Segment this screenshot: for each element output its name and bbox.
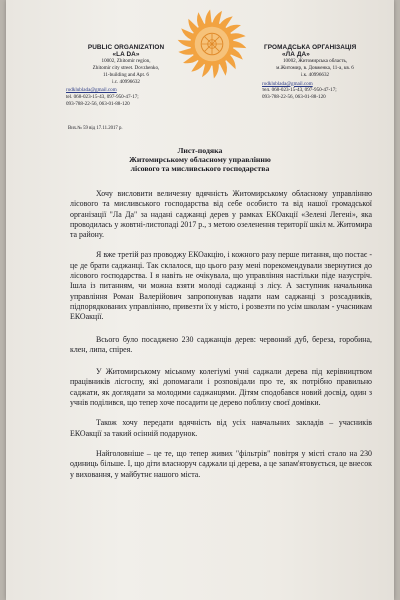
phone-line: 093-788-22-56, 063-01-88-120 — [66, 100, 130, 107]
address-line: 10002, Житомирська область, — [282, 58, 348, 65]
paragraph: У Житомирському міському колегіумі учні саджали дерева під керівництвом працівників лісгоспу, які допомагали і розповідали про те, як потрібно правильно саджати, як доглядати за молодими саджанцями. Дітям сподобався новий досвід, один з учнів поділився, що тепер хоче посадити це дерево поблизу своєї домівки. — [70, 367, 372, 408]
header-left — [66, 44, 186, 107]
paragraph: Найголовніше – це те, що тепер живих "фільтрів" повітря у місті стало на 230 одиниць більше. І, що діти власноруч саджали ці дерева, а це запам'ятовується, це внесок у виховання, у майбутнє нашого міста. — [70, 448, 372, 479]
letter-title — [6, 146, 394, 174]
sun-ray — [232, 41, 246, 48]
paragraph: Всього було посаджено 230 саджанців дерев: червоний дуб, береза, горобина, клен, липа, спірея. — [70, 334, 372, 354]
paragraph: Я вже третій раз проводжу ЕКОакцію, і кожного разу перше питання, що постає - це де брати саджанці. Так склалося, що цього разу мені порекомендували звернутися до лісового господарства. І я навіть не очікувала, що управління настільки піде назустріч. Ішла із питанням, чи можна взяти молоді саджанці з лісу. А заступник начальника управління Роман Валерійович запропонував надати нам саджанці з розсадників, підпорядкованих управлінню, привезти їх у місто, і розвезти по усім школам - учасникам ЕКОакції. — [70, 250, 372, 322]
ic-number: i.c. 40996632 — [112, 78, 140, 85]
phone-line: 093-788-22-56, 063-01-88-120 — [262, 93, 326, 100]
address-line: м.Житомир, в. Довженка, 11-а, кв. 6 — [276, 65, 354, 72]
org-name-line: PUBLIC ORGANIZATION — [87, 44, 165, 51]
title-line: лісового та мисливського господарства — [130, 164, 270, 174]
org-name-line: «ЛА ДА» — [282, 51, 310, 59]
title-line: Житомирському обласному управлінню — [129, 155, 271, 165]
sun-logo-icon — [176, 8, 248, 80]
email-link[interactable]: rodklublada@gmail.com — [66, 87, 117, 94]
header-right — [258, 44, 372, 101]
sun-ray — [178, 40, 192, 47]
outgoing-reference: Вих.№ 59 від 17.11.2017 р. — [68, 126, 123, 131]
org-name-line: ГРОМАДСЬКА ОРГАНІЗАЦІЯ — [264, 44, 357, 51]
title-line: Лист-подяка — [177, 146, 223, 155]
address-line: Zhitomir city street. Dovzhenko, — [92, 65, 160, 72]
org-name-en — [66, 44, 186, 58]
letter-page — [6, 0, 394, 600]
letter-body — [70, 189, 372, 490]
paragraph: Також хочу передати вдячність від усіх навчальних закладів – учасників ЕКОакції за такий осінній подарунок. — [70, 418, 372, 438]
org-name-ua — [258, 44, 372, 58]
address-line: 10002, Zhitomir region, — [101, 58, 151, 65]
address-line: 11-building and Apt. 6 — [103, 71, 149, 78]
paragraph: Хочу висловити величезну вдячність Житомирському обласному управлінню лісового та мисливського господарства від себе особисто та від нашої громадської організації "Ла Да" за надані саджанці дерев у рамках ЕКОакції «Зелені Легені», яка проводилась у жовтні-листопаді 2017 р., з метою озеленення території шкіл м. Житомира та району. — [70, 189, 372, 240]
phone-line: tel. 068-023-15-43, 097-950-47-17; — [66, 93, 139, 100]
email-link[interactable]: rodklublada@gmail.com — [262, 80, 313, 87]
org-name-line: «LA DA» — [112, 51, 140, 59]
phone-line: тел. 068-023-15-43, 097-950-47-17; — [262, 87, 337, 94]
ic-number: і.к. 40996632 — [300, 71, 330, 78]
